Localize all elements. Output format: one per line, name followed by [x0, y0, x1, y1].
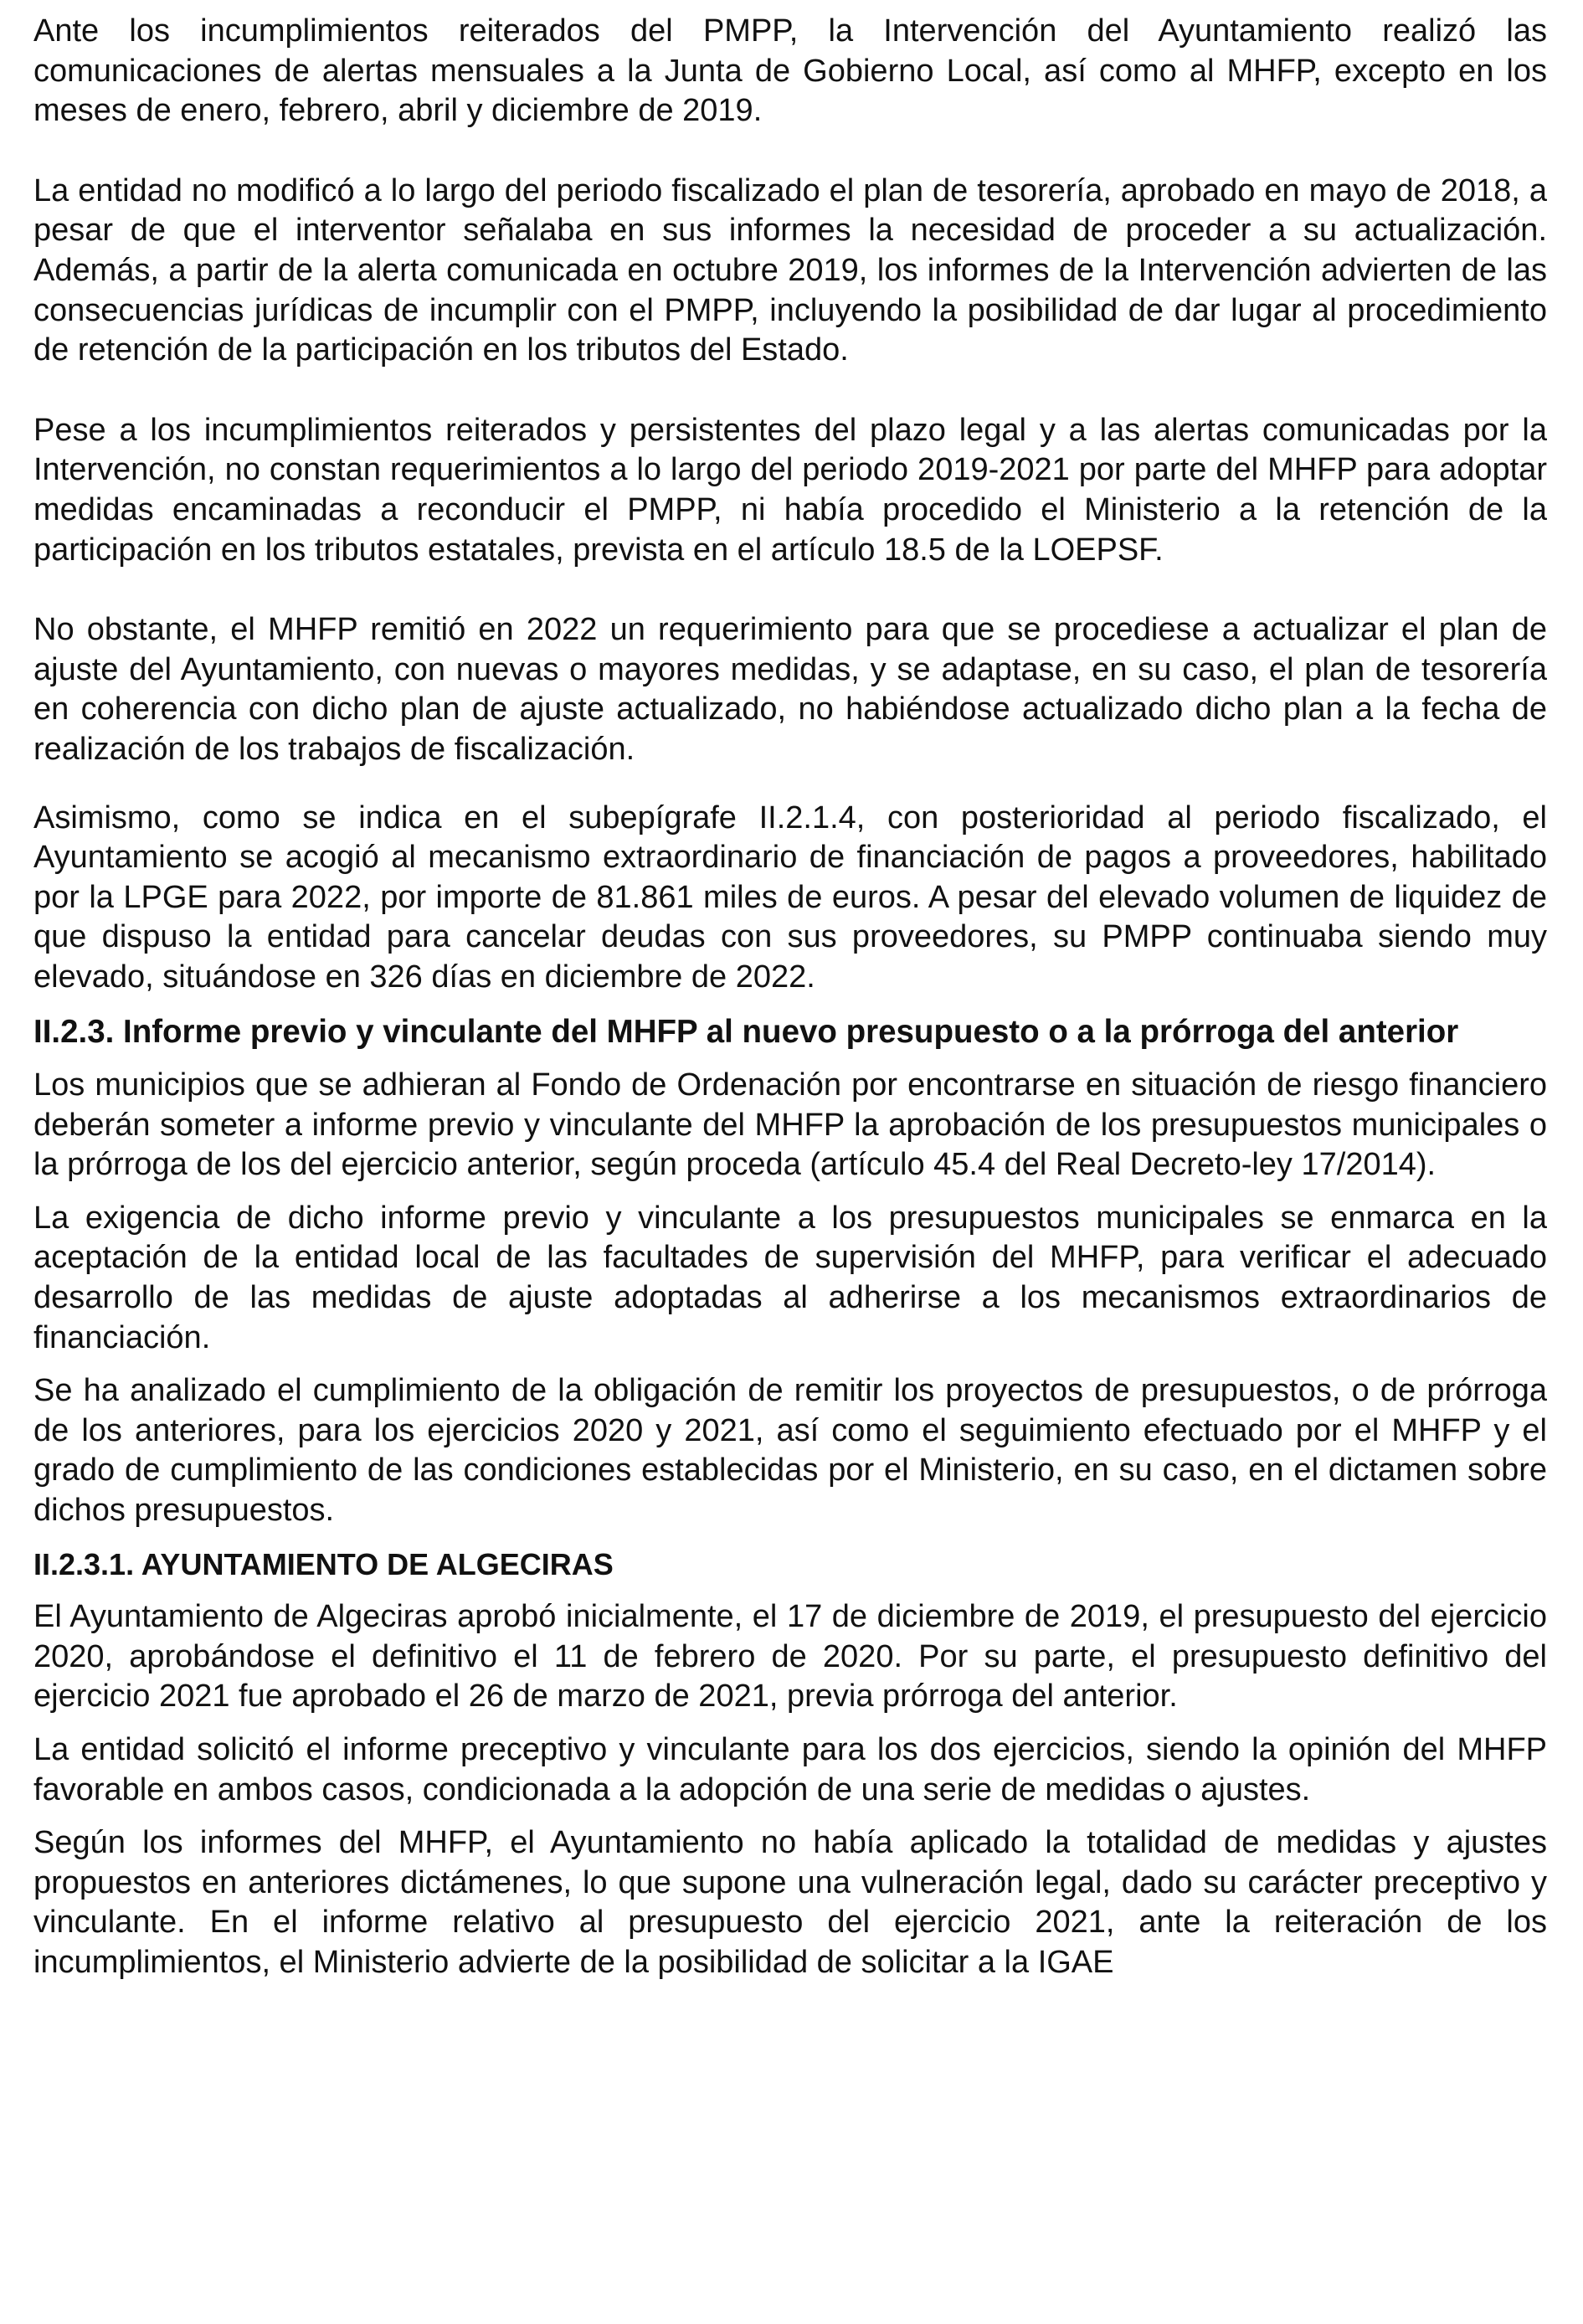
document-page — [33, 12, 1547, 1983]
paragraph-plan-tesoreria: La entidad no modificó a lo largo del periodo fiscalizado el plan de tesorería, aprobado en mayo de 2018, a pesar de que el interventor señalaba en sus informes la necesidad de proceder a su actualización. Además, a partir de la alerta comunicada en octubre 2019, los informes de la Intervención advierten de las consecuencias jurídicas de incumplir con el PMPP, incluyendo la posibilidad de dar lugar al procedimiento de retención de la participación en los tributos del Estado. — [33, 172, 1547, 368]
section-heading-ii-2-3: II.2.3. Informe previo y vinculante del MHFP al nuevo presupuesto o a la prórroga del anterior — [33, 1014, 1459, 1051]
paragraph-alertas: Ante los incumplimientos reiterados del PMPP, la Intervención del Ayuntamiento realizó las comunicaciones de alertas mensuales a la Junta de Gobierno Local, así como al MHFP, excepto en los meses de enero, febrero, abril y diciembre de 2019. — [33, 13, 1547, 129]
section-heading-ii-2-3-1: II.2.3.1. AYUNTAMIENTO DE ALGECIRAS — [33, 1546, 614, 1581]
paragraph-analisis-cumplimiento: Se ha analizado el cumplimiento de la obligación de remitir los proyectos de presupuestos, o de prórroga de los anteriores, para los ejercicios 2020 y 2021, así como el seguimiento efectuado por el MHFP y el grado de cumplimiento de las condiciones establecidas por el Ministerio, en su caso, en el dictamen sobre dichos presupuestos. — [33, 1373, 1547, 1528]
paragraph-algeciras-presupuestos: El Ayuntamiento de Algeciras aprobó inicialmente, el 17 de diciembre de 2019, el presupuesto del ejercicio 2020, aprobándose el definitivo el 11 de febrero de 2020. Por su parte, el presupuesto definitivo del ejercicio 2021 fue aprobado el 26 de marzo de 2021, previa prórroga del anterior. — [33, 1599, 1547, 1715]
paragraph-informe-preceptivo: La entidad solicitó el informe preceptivo y vinculante para los dos ejercicios, siendo la opinión del MHFP favorable en ambos casos, condicionada a la adopción de una serie de medidas o ajustes. — [33, 1731, 1547, 1807]
paragraph-plan-ajuste: No obstante, el MHFP remitió en 2022 un requerimiento para que se procediese a actualizar el plan de ajuste del Ayuntamiento, con nuevas o mayores medidas, y se adaptase, en su caso, el plan de tesorería en coherencia con dicho plan de ajuste actualizado, no habiéndose actualizado dicho plan a la fecha de realización de los trabajos de fiscalización. — [33, 612, 1547, 767]
paragraph-fondo-ordenacion: Los municipios que se adhieran al Fondo de Ordenación por encontrarse en situación de riesgo financiero deberán someter a informe previo y vinculante del MHFP la aprobación de los presupuestos municipales o la prórroga de los del ejercicio anterior, según proceda (artículo 45.4 del Real Decreto-ley 17/2014). — [33, 1067, 1547, 1183]
paragraph-informes-mhfp: Según los informes del MHFP, el Ayuntamiento no había aplicado la totalidad de medidas y ajustes propuestos en anteriores dictámenes, lo que supone una vulneración legal, dado su carácter preceptivo y vinculante. En el informe relativo al presupuesto del ejercicio 2021, ante la reiteración de los incumplimientos, el Ministerio advierte de la posibilidad de solicitar a la IGAE — [33, 1825, 1547, 1980]
paragraph-exigencia-informe: La exigencia de dicho informe previo y vinculante a los presupuestos municipales se enmarca en la aceptación de la entidad local de las facultades de supervisión del MHFP, para verificar el adecuado desarrollo de las medidas de ajuste adoptadas al adherirse a los mecanismos extraordinarios de financiación. — [33, 1200, 1547, 1355]
paragraph-mecanismo-extraordinario: Asimismo, como se indica en el subepígrafe II.2.1.4, con posterioridad al periodo fiscalizado, el Ayuntamiento se acogió al mecanismo extraordinario de financiación de pagos a proveedores, habilitado por la LPGE para 2022, por importe de 81.861 miles de euros. A pesar del elevado volumen de liquidez de que dispuso la entidad para cancelar deudas con sus proveedores, su PMPP continuaba siendo muy elevado, situándose en 326 días en diciembre de 2022. — [33, 800, 1547, 995]
paragraph-requerimientos: Pese a los incumplimientos reiterados y persistentes del plazo legal y a las alertas comunicadas por la Intervención, no constan requerimientos a lo largo del periodo 2019-2021 por parte del MHFP para adoptar medidas encaminadas a reconducir el PMPP, ni había procedido el Ministerio a la retención de la participación en los tributos estatales, prevista en el artículo 18.5 de la LOEPSF. — [33, 412, 1547, 568]
